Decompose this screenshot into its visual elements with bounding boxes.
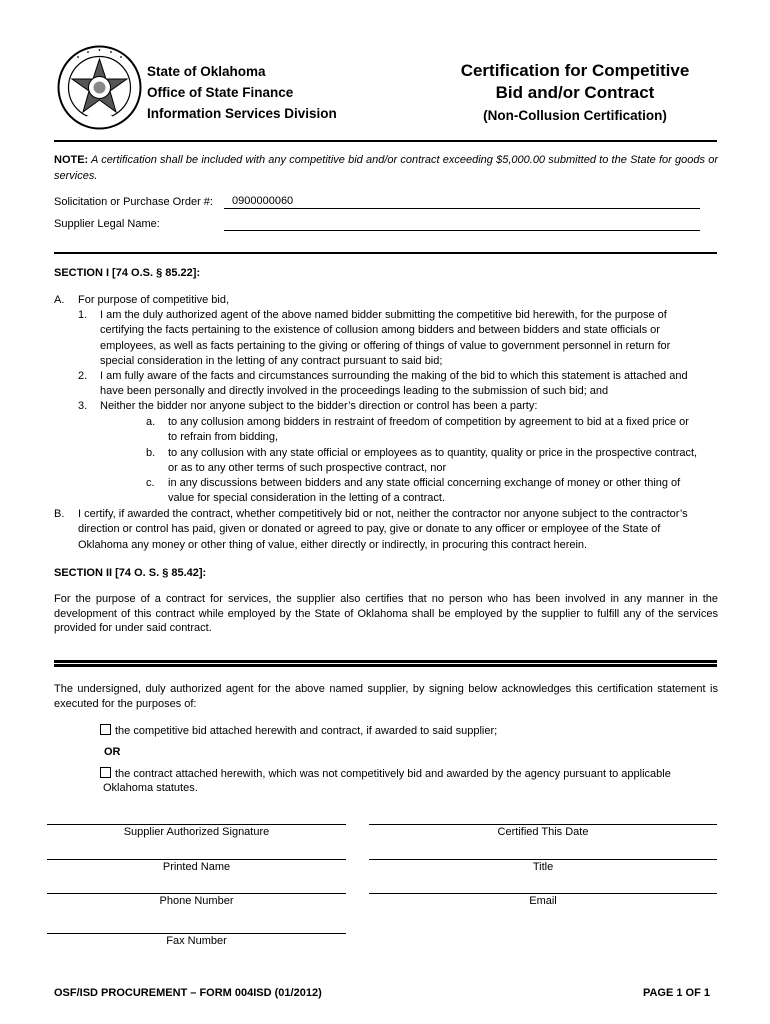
acknowledgement-divider <box>54 660 717 667</box>
phone-line[interactable] <box>47 893 346 894</box>
item-3-marker: 3. <box>78 400 88 412</box>
section1-a-text: For purpose of competitive bid, <box>78 294 230 306</box>
title-label: Title <box>532 861 554 873</box>
agency-block <box>147 61 337 124</box>
phone-label: Phone Number <box>159 895 234 907</box>
subitem-a-line: to any collusion among bidders in restraint of freedom of competition by agreement to bid at a fixed price or <box>168 416 689 428</box>
solicitation-label: Solicitation or Purchase Order #: <box>54 196 213 208</box>
item-2-text <box>100 369 720 400</box>
non-competitive-contract-checkbox[interactable] <box>100 767 111 778</box>
form-identifier: OSF/ISD PROCUREMENT – FORM 004ISD (01/2012) <box>54 987 322 999</box>
option-non-competitive-contract <box>100 767 671 795</box>
item-1-line: I am the duly authorized agent of the above named bidder submitting the competitive bid herewith, for the purpose of <box>100 309 667 321</box>
supplier-name-label: Supplier Legal Name: <box>54 218 160 230</box>
section1-b-line: Oklahoma any money or other thing of value, either directly or indirectly, in procuring this contract herein. <box>78 538 588 551</box>
section1-a-marker: A. <box>54 294 65 306</box>
oklahoma-state-seal <box>57 45 142 130</box>
item-2-line: have been personally and directly involved in the proceedings leading to the submission of such bid; and <box>100 385 609 398</box>
item-1-text <box>100 308 720 369</box>
note-label: NOTE: <box>54 154 89 166</box>
item-2-marker: 2. <box>78 370 88 382</box>
subitem-a-line: to refrain from bidding, <box>168 431 279 444</box>
item-1-line: employees, as well as facts pertaining to the giving or offering of things of value to government personnel in return for <box>100 339 671 352</box>
section1-b-text <box>78 507 720 553</box>
section1-b-marker: B. <box>54 508 65 520</box>
signature-label: Supplier Authorized Signature <box>123 826 270 838</box>
non-competitive-contract-label: the contract attached herewith, which was not competitively bid and awarded by the agency pursuant to applicable <box>115 768 671 780</box>
printed-name-label: Printed Name <box>162 861 231 873</box>
subitem-c-text <box>168 476 720 507</box>
fax-label: Fax Number <box>166 935 227 947</box>
printed-name-line[interactable] <box>47 859 346 860</box>
competitive-bid-label: the competitive bid attached herewith and contract, if awarded to said supplier; <box>115 725 498 737</box>
section1-heading: SECTION I [74 O.S. § 85.22]: <box>54 267 201 279</box>
note-paragraph <box>54 152 718 184</box>
form-title-line2: Bid and/or Contract <box>495 83 655 102</box>
subitem-c-marker: c. <box>146 477 155 489</box>
subitem-c-line: value for special consideration in the letting of a contract. <box>168 492 445 505</box>
option-competitive-bid <box>100 724 497 738</box>
form-subtitle: (Non-Collusion Certification) <box>483 108 667 123</box>
supplier-name-field[interactable] <box>224 217 700 231</box>
item-1-line: certifying the facts pertaining to the existence of collusion among bidders and between bidders and state officials or <box>100 324 660 337</box>
email-label: Email <box>529 895 557 907</box>
note-text: A certification shall be included with any competitive bid and/or contract exceeding $5,000.00 submitted to the State for goods or services. <box>54 154 718 182</box>
subitem-b-marker: b. <box>146 447 156 459</box>
page-number: PAGE 1 OF 1 <box>642 987 710 999</box>
subitem-b-text <box>168 446 720 477</box>
fields-divider <box>54 252 717 254</box>
item-1-marker: 1. <box>78 309 88 321</box>
solicitation-field[interactable]: 0900000060 <box>224 195 700 209</box>
section1-b-line: direction or control has paid, given or donated or agreed to pay, give or donate to any officer or employee of the State of <box>78 523 661 536</box>
title-line[interactable] <box>369 859 717 860</box>
item-3-text: Neither the bidder nor anyone subject to the bidder’s direction or control has been a party: <box>100 400 538 412</box>
item-2-line: I am fully aware of the facts and circumstances surrounding the making of the bid to which this statement is attached and <box>100 370 688 382</box>
form-title-line1: Certification for Competitive <box>460 61 690 80</box>
agency-name-office: Office of State Finance <box>147 85 294 100</box>
subitem-b-line: to any collusion with any state official or employees as to quantity, quality or price in the prospective contract, <box>168 447 698 459</box>
agency-name-state: State of Oklahoma <box>147 64 266 79</box>
or-label: OR <box>104 746 121 758</box>
subitem-a-marker: a. <box>146 416 156 428</box>
agency-name-division: Information Services Division <box>147 106 337 121</box>
header-divider <box>54 140 717 142</box>
form-title <box>430 60 720 128</box>
subitem-a-text <box>168 415 720 446</box>
section1-b-line: I certify, if awarded the contract, whether competitively bid or not, neither the contractor nor anyone subject to the contractor’s <box>78 508 688 520</box>
acknowledgement-text: The undersigned, duly authorized agent for the above named supplier, by signing below acknowledges this certification statement is executed for the purposes of: <box>54 683 718 710</box>
subitem-b-line: or as to any other terms of such prospective contract, nor <box>168 462 447 475</box>
non-competitive-contract-label-cont: Oklahoma statutes. <box>103 782 198 794</box>
signature-line[interactable] <box>47 824 346 825</box>
section2-text: For the purpose of a contract for services, the supplier also certifies that no person who has been involved in any manner in the development of this contract while employed by the State of Oklahoma shall be employed by the supplier to fulfill any of the services provided for under said contract. <box>54 593 718 634</box>
date-line[interactable] <box>369 824 717 825</box>
subitem-c-line: in any discussions between bidders and any state official concerning exchange of money or other thing of <box>168 477 681 489</box>
date-label: Certified This Date <box>497 826 589 838</box>
fax-line[interactable] <box>47 933 346 934</box>
competitive-bid-checkbox[interactable] <box>100 724 111 735</box>
email-line[interactable] <box>369 893 717 894</box>
item-1-line: special consideration in the letting of any contract pursuant to said bid; <box>100 354 443 367</box>
section2-heading: SECTION II [74 O. S. § 85.42]: <box>54 567 207 579</box>
